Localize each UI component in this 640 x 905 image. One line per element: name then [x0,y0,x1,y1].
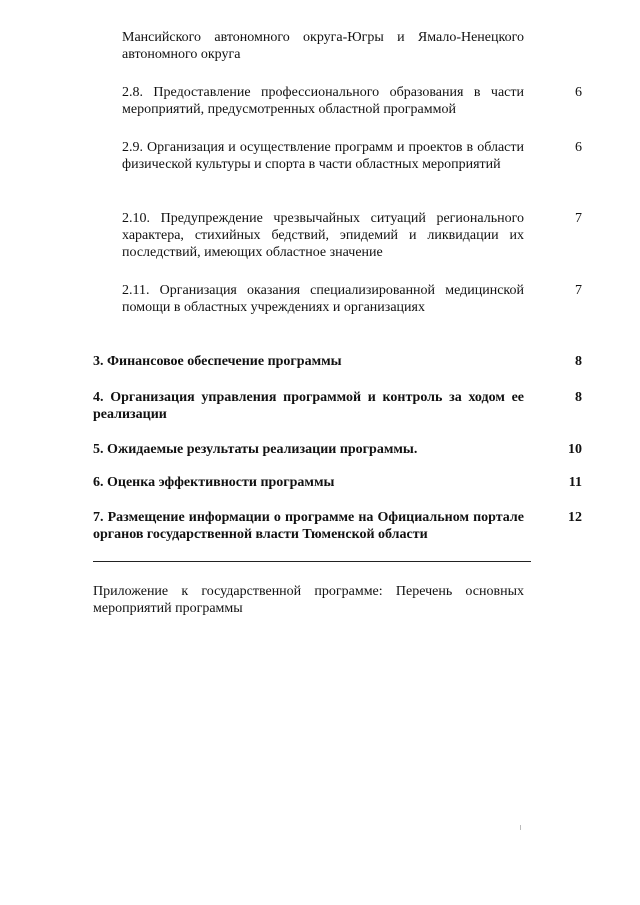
toc-item-2-11-page: 7 [575,283,582,298]
toc-section-6-title: 6. Оценка эффективности программы [93,475,335,490]
toc-item-2-10-title: 2.10. Предупреждение чрезвычайных ситуаций регионального характера, стихийных бедствий, эпидемий и ликвидации их последствий, имеющих областное значение [122,211,524,260]
toc-section-6-page: 11 [568,475,582,490]
toc-continuation-text: Мансийского автономного округа-Югры и Ямало-Ненецкого автономного округа [122,30,524,62]
toc-item-2-9-title: 2.9. Организация и осуществление программ и проектов в области физической культуры и спорта в части областных мероприятий [122,140,524,172]
appendix-note: Приложение к государственной программе: Перечень основных мероприятий программы [93,584,524,616]
toc-section-4-title: 4. Организация управления программой и контроль за ходом ее реализации [93,390,524,422]
toc-item-2-11-title: 2.11. Организация оказания специализированной медицинской помощи в областных учреждениях и организациях [122,283,524,315]
toc-section-7-page: 12 [568,510,582,525]
toc-section-3-page: 8 [575,354,582,369]
toc-item-2-10-page: 7 [575,211,582,226]
toc-section-5-title: 5. Ожидаемые результаты реализации программы. [93,442,418,457]
toc-item-2-8-title: 2.8. Предоставление профессионального образования в части мероприятий, предусмотренных областной программой [122,85,524,117]
toc-section-3-title: 3. Финансовое обеспечение программы [93,354,342,369]
toc-section-7-title: 7. Размещение информации о программе на Официальном портале органов государственной власти Тюменской области [93,510,524,542]
scan-speck [520,825,521,830]
toc-section-5-page: 10 [568,442,582,457]
divider-line [93,561,531,562]
toc-item-2-9-page: 6 [575,140,582,155]
toc-item-2-8-page: 6 [575,85,582,100]
toc-section-4-page: 8 [575,390,582,405]
